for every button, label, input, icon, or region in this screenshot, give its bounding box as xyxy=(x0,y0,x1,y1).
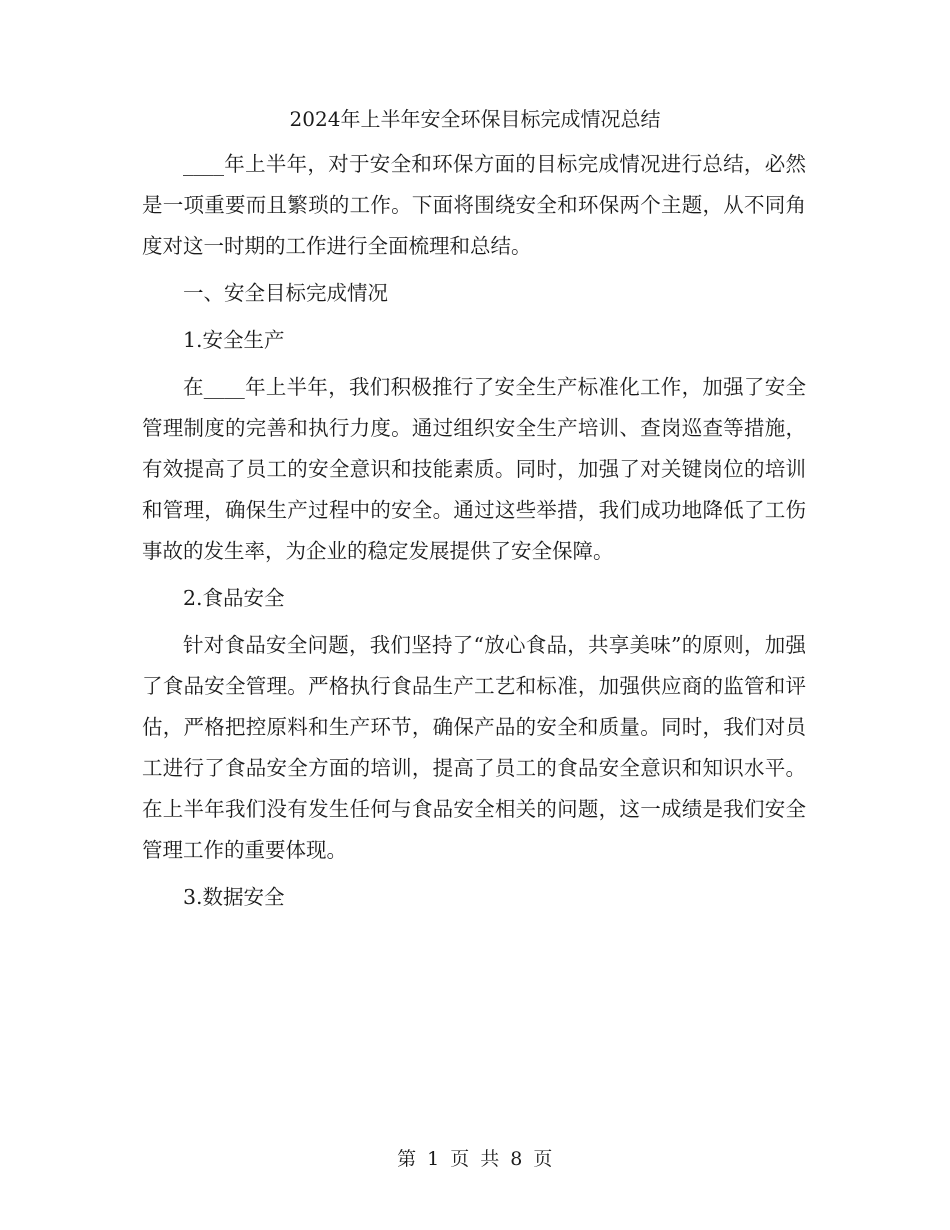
subsection-heading-data-safety: 3.数据安全 xyxy=(183,885,285,909)
document-body xyxy=(142,144,806,918)
subsection-heading-food-safety: 2.食品安全 xyxy=(183,586,285,610)
subsection-heading-production-safety: 1.安全生产 xyxy=(183,328,285,352)
document-title: 2024年上半年安全环保目标完成情况总结 xyxy=(289,107,661,131)
food-safety-paragraph: 针对食品安全问题，我们坚持了“放心食品，共享美味”的原则，加强了食品安全管理。严格执行食品生产工艺和标准，加强供应商的监管和评估，严格把控原料和生产环节，确保产品的安全和质量。同时，我们对员工进行了食品安全方面的培训，提高了员工的食品安全意识和知识水平。在上半年我们没有发生任何与食品安全相关的问题，这一成绩是我们安全管理工作的重要体现。 xyxy=(142,633,806,862)
section-heading-safety-goals: 一、安全目标完成情况 xyxy=(183,281,388,305)
page-number-footer: 第 1 页 共 8 页 xyxy=(397,1148,553,1170)
intro-paragraph: ____年上半年，对于安全和环保方面的目标完成情况进行总结，必然是一项重要而且繁琐的工作。下面将围绕安全和环保两个主题，从不同角度对这一时期的工作进行全面梳理和总结。 xyxy=(142,152,806,258)
production-safety-paragraph: 在____年上半年，我们积极推行了安全生产标准化工作，加强了安全管理制度的完善和执行力度。通过组织安全生产培训、查岗巡查等措施，有效提高了员工的安全意识和技能素质。同时，加强了对关键岗位的培训和管理，确保生产过程中的安全。通过这些举措，我们成功地降低了工伤事故的发生率，为企业的稳定发展提供了安全保障。 xyxy=(142,375,806,563)
